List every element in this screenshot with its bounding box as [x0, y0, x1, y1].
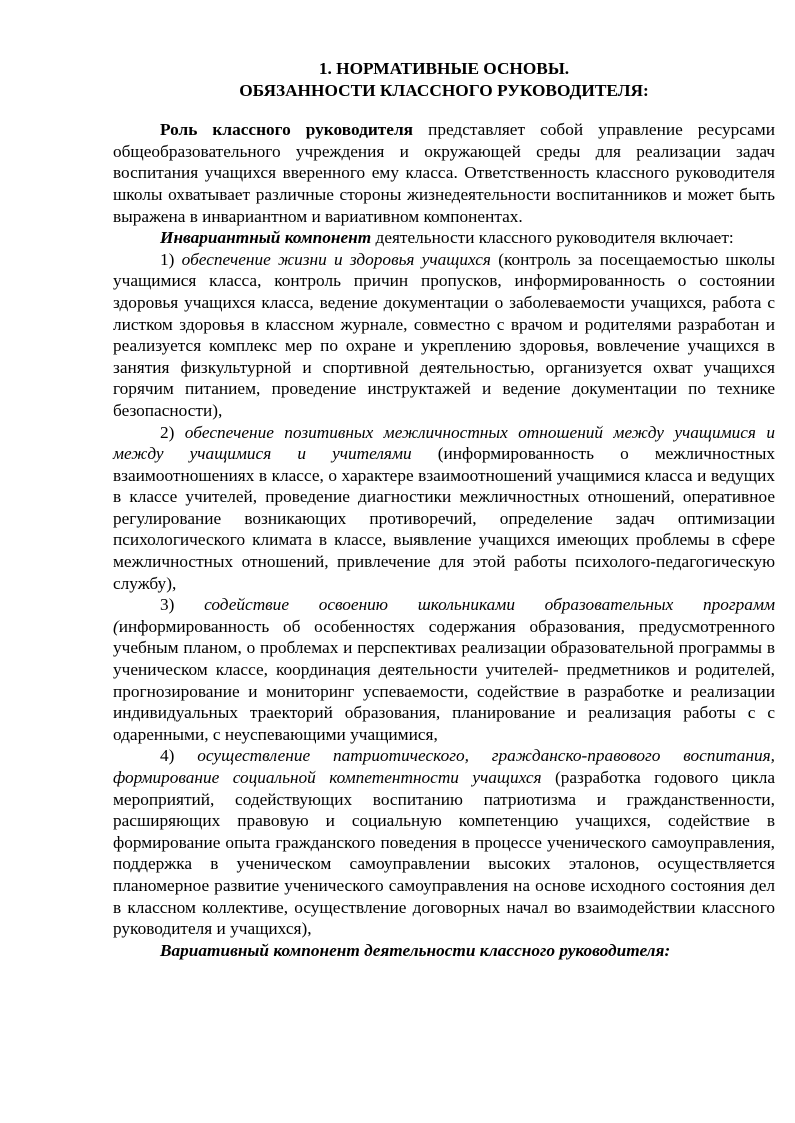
title-line-1: 1. НОРМАТИВНЫЕ ОСНОВЫ.: [318, 59, 570, 78]
intro-paragraph: [113, 119, 775, 227]
item-text: (информированность о межличностных взаимоотношениях в классе, о характере взаимоотношений учащимися класса и ведущих в классе учителей, проведение диагностики межличностных отношений, оперативное регулирование возникающих противоречий, определение задач оптимизации психологического климата в классе, выявление учащихся имеющих проблемы в сфере межличностных отношений, привлечение для этой работы психолого-педагогическую службу),: [113, 444, 775, 593]
item-text: (разработка годового цикла мероприятий, содействующих воспитанию патриотизма и гражданственности, расширяющих правовую и социальную компетенцию учащихся, содействие в формирование опыта гражданского поведения в процессе ученического самоуправления, поддержка в ученическом самоуправлении высоких эталонов, осуществляется планомерное развитие ученического самоуправления на основе исходного состояния дел в классном коллективе, осуществление договорных начал во взаимодействии классного руководителя и учащихся),: [113, 768, 775, 939]
intro-text: представляет собой управление ресурсами общеобразовательного учреждения и окружающей среды для реализации задач воспитания учащихся вверенного ему класса. Ответственность классного руководителя школы охватывает различные стороны жизнедеятельности воспитанников и может быть выражена в инвариантном и вариативном компонентах.: [113, 120, 775, 226]
page-title: [113, 58, 775, 101]
invariant-text: деятельности классного руководителя включает:: [371, 228, 734, 248]
item-number: 1): [160, 249, 182, 269]
item-number: 4): [160, 746, 198, 766]
item-text: (контроль за посещаемостью школы учащимися класса, контроль причин пропусков, информированность о состоянии здоровья учащихся класса, ведение документации о заболеваемости учащихся, работа с листком здоровья в классном журнале, совместно с врачом и родителями разработан и реализуется комплекс мер по охране и укреплению здоровья, вовлечение учащихся в занятия физкультурной и спортивной деятельностью, организуется охват учащихся горячим питанием, проведение инструктажей и ведение документации по технике безопасности),: [113, 249, 775, 420]
list-item-3: [113, 594, 775, 745]
variative-lead: Вариативный компонент деятельности классного руководителя:: [160, 940, 671, 960]
invariant-lead: Инвариантный компонент: [160, 228, 372, 248]
item-number: 3): [160, 595, 205, 615]
item-title: осуществление патриотического, гражданско-правового воспитания, формирование социальной компетентности учащихся: [113, 746, 775, 787]
title-line-2: ОБЯЗАННОСТИ КЛАССНОГО РУКОВОДИТЕЛЯ:: [239, 80, 649, 100]
item-number: 2): [160, 422, 185, 442]
item-text: информированность об особенностях содержания образования, предусмотренного учебным планом, о проблемах и перспективах реализации образовательной программы в ученическом классе, координация деятельности учителей- предметников и родителей, прогнозирование и мониторинг успеваемости, содействие в разработке и реализации индивидуальных траекторий образования, планирование и реализация работы с с одаренными, с неуспевающими учащимися,: [113, 616, 775, 744]
item-title: содействие освоению школьниками образовательных программ (: [113, 595, 776, 636]
item-title: обеспечение жизни и здоровья учащихся: [181, 249, 491, 269]
list-item-4: [113, 745, 775, 939]
list-item-2: [113, 422, 775, 595]
list-item-1: [113, 249, 775, 422]
item-title: обеспечение позитивных межличностных отношений между учащимися и между учащимися и учителями: [113, 422, 775, 464]
invariant-paragraph: [113, 227, 775, 249]
document-page: [113, 58, 775, 961]
variative-heading: [113, 940, 775, 962]
intro-lead: Роль классного руководителя: [160, 120, 414, 140]
